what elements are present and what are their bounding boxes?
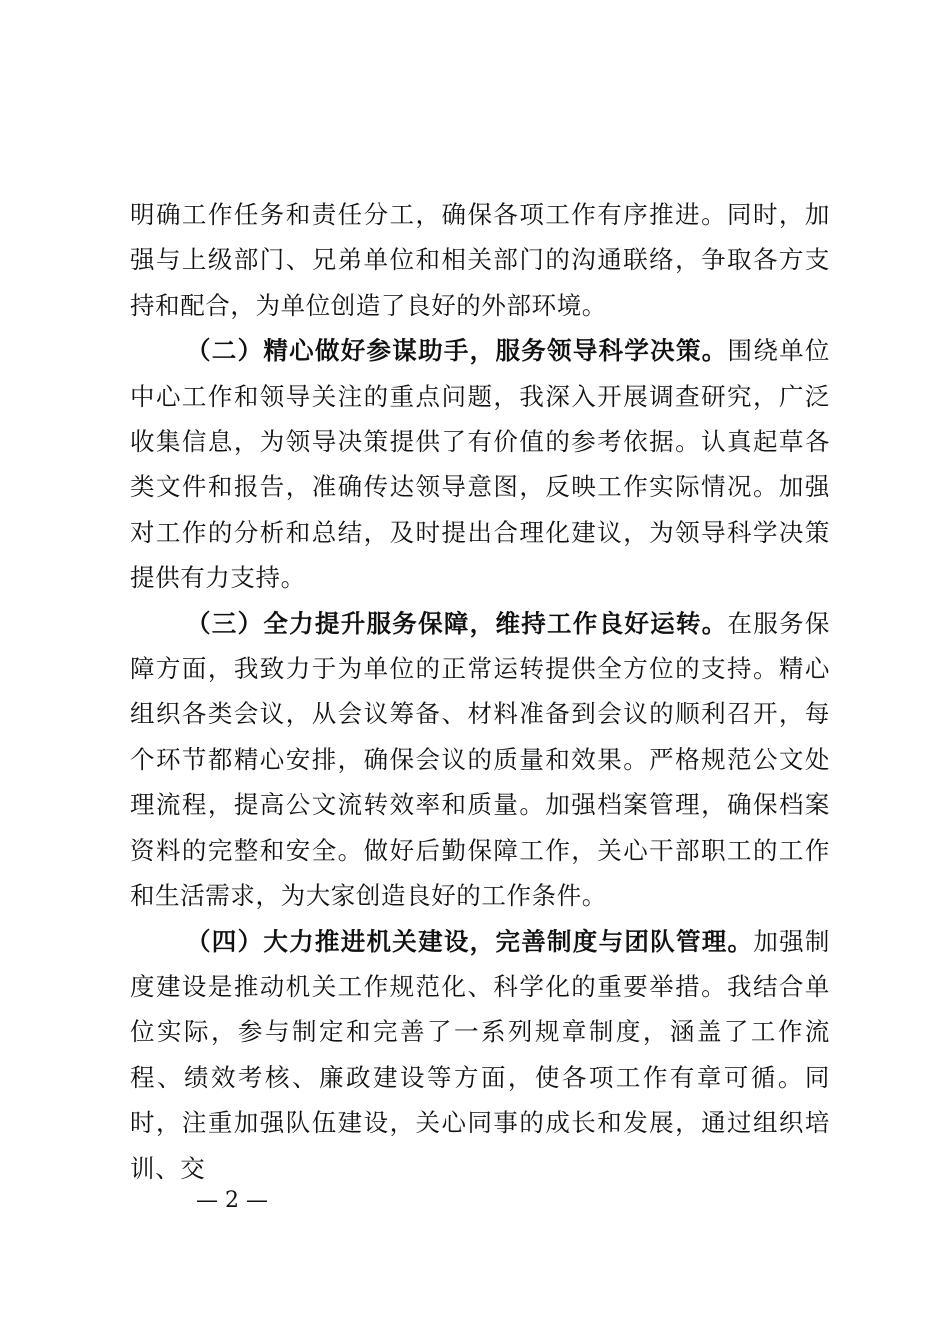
paragraph-text: 明确工作任务和责任分工，确保各项工作有序推进。同时，加强与上级部门、兄弟单位和相关部门的沟通联络，争取各方支持和配合，为单位创造了良好的外部环境。	[130, 200, 830, 320]
section-heading-4: （四）大力推进机关建设，完善制度与团队管理。	[186, 926, 754, 956]
paragraph-continuation	[130, 192, 830, 328]
paragraph-text: 围绕单位中心工作和领导关注的重点问题，我深入开展调查研究，广泛收集信息，为领导决策提供了有价值的参考依据。认真起草各类文件和报告，准确传达领导意图，反映工作实际情况。加强对工作的分析和总结，及时提出合理化建议，为领导科学决策提供有力支持。	[130, 336, 830, 593]
paragraph-text: 加强制度建设是推动机关工作规范化、科学化的重要举措。我结合单位实际，参与制定和完善了一系列规章制度，涵盖了工作流程、绩效考核、廉政建设等方面，使各项工作有章可循。同时，注重加强队伍建设，关心同事的成长和发展，通过组织培训、交	[130, 926, 830, 1183]
paragraph-section-3	[130, 601, 830, 919]
paragraph-section-4	[130, 919, 830, 1191]
section-heading-2: （二）精心做好参谋助手，服务领导科学决策。	[186, 336, 728, 366]
document-body	[130, 192, 830, 1191]
page-number: — 2 —	[196, 1188, 268, 1213]
paragraph-section-2	[130, 328, 830, 600]
paragraph-text: 在服务保障方面，我致力于为单位的正常运转提供全方位的支持。精心组织各类会议，从会议筹备、材料准备到会议的顺利召开，每个环节都精心安排，确保会议的质量和效果。严格规范公文处理流程，提高公文流转效率和质量。加强档案管理，确保档案资料的完整和安全。做好后勤保障工作，关心干部职工的工作和生活需求，为大家创造良好的工作条件。	[130, 608, 830, 911]
section-heading-3: （三）全力提升服务保障，维持工作良好运转。	[186, 608, 728, 638]
